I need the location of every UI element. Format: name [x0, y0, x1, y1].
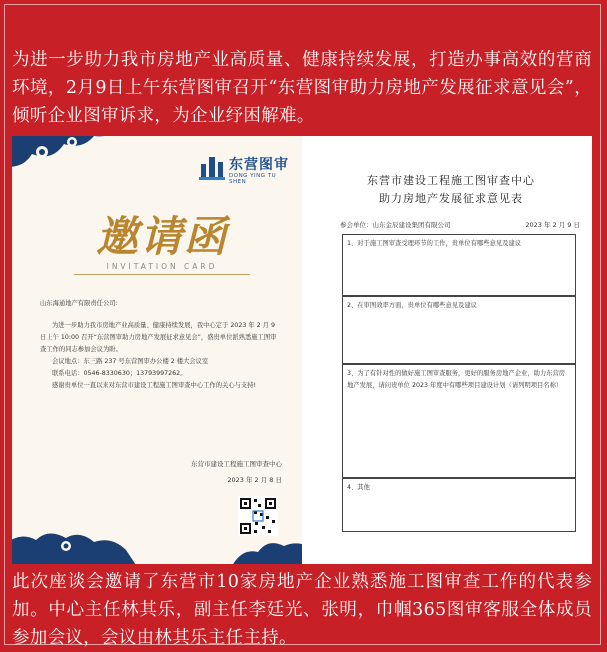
title-divider	[74, 274, 250, 275]
dongying-logo	[199, 150, 295, 190]
invitation-greeting: 山东海通地产有限责任公司:	[40, 300, 118, 307]
survey-date: 2023 年 2 月 9 日	[525, 221, 580, 229]
invitation-paragraph: 为进一步助力我市房地产业高质量、健康持续发展，我中心定于 2023 年 2 月 9 日上午 10:00 召开“东营图审助力房地产发展征求意见会”，盛贵单位派熟悉施工图审查工作的同志参加会议为盼。	[40, 322, 277, 353]
survey-question-2: 2、在审图效率方面，贵单位有哪些意见及建议	[342, 296, 576, 364]
logo-subtitle: DONG YING TU SHEN	[229, 173, 277, 185]
qr-code-icon	[238, 496, 278, 536]
survey-title-line1: 东营市建设工程施工图审查中心	[367, 174, 535, 187]
outro-paragraph: 此次座谈会邀请了东营市10家房地产企业熟悉施工图审查工作的代表参加。中心主任林其乐，副主任李廷光、张明，巾帼365图审客服全体成员参加会议，会议由林其乐主任主持。	[12, 572, 592, 648]
cloud-ornament-bottom-left	[12, 528, 138, 564]
survey-question-4: 4、其他	[342, 478, 576, 532]
signer-name: 东营市建设工程施工图审查中心	[191, 460, 282, 468]
survey-form	[310, 136, 592, 564]
invitation-signature	[152, 456, 282, 488]
invitation-card	[12, 136, 302, 564]
cloud-ornament-bottom-right	[232, 532, 302, 564]
contact-phone: 联系电话：0546-8330630；13793997262。	[52, 370, 187, 377]
survey-question-1: 1、对于施工图审查受理环节的工作，贵单位有哪些意见及建议	[342, 234, 576, 296]
meeting-place: 会议地点：东三路 237 号东营图审办公楼 2 楼大会议室	[52, 358, 209, 365]
survey-unit-row	[340, 220, 580, 229]
invitation-body	[40, 298, 280, 392]
thanks-text: 感谢贵单位一直以来对东营市建设工程施工图审查中心工作的关心与支持!	[52, 382, 257, 389]
invitation-title: 邀请函	[95, 212, 228, 261]
invitation-subtitle: INVITATION CARD	[106, 262, 218, 271]
meeting-photo	[12, 136, 592, 564]
logo-name: 东营图审	[229, 157, 289, 173]
survey-title-line2: 助力房地产发展征求意见表	[379, 192, 523, 205]
intro-paragraph: 为进一步助力我市房地产业高质量、健康持续发展，打造办事高效的营商环境，2月9日上午东营图审召开“东营图审助力房地产发展征求意见会”，倾听企业图审诉求，为企业纾困解难。	[12, 50, 592, 126]
survey-unit: 参会单位：山东金辰建设集团有限公司	[340, 221, 451, 229]
cloud-ornament-top-left	[12, 136, 122, 190]
signature-date: 2023 年 2 月 8 日	[227, 476, 282, 484]
building-logo-icon	[199, 154, 225, 180]
survey-question-3: 3、为了有针对性的做好施工图审查服务，更好的服务房地产企业，助力东营房地产发展，请问贵单位 2023 年度中有哪些项目建设计划（请列明项目名称）	[342, 364, 576, 478]
